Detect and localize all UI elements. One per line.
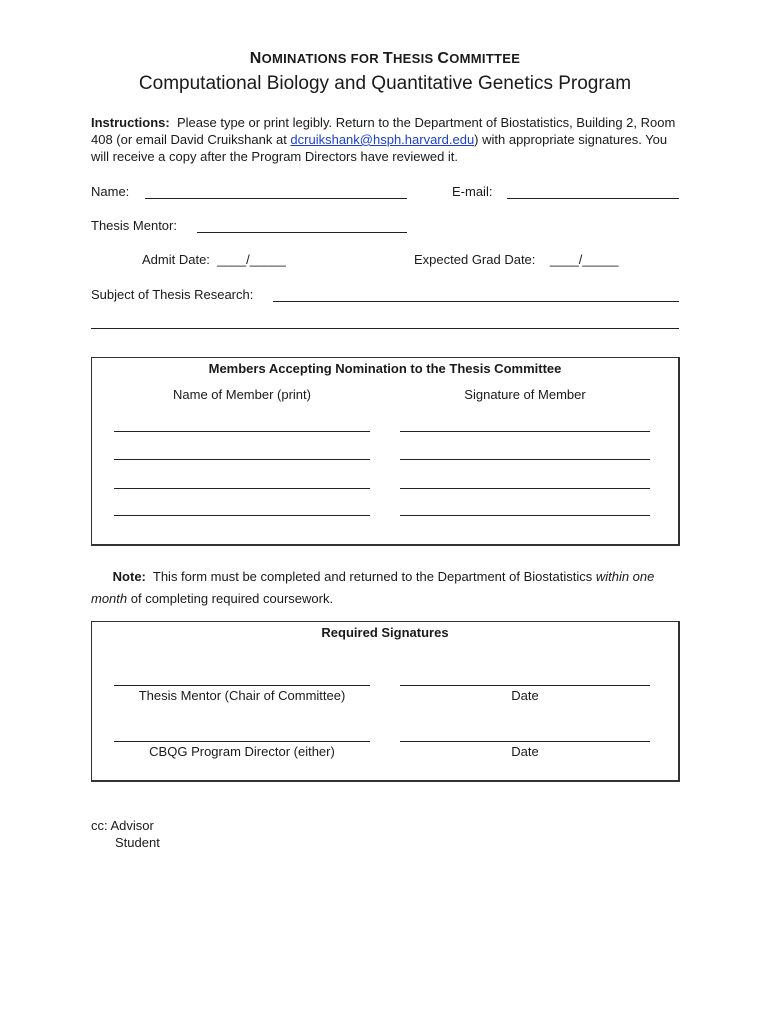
director-signature-line[interactable]	[114, 741, 370, 742]
member-signature-line-2[interactable]	[400, 459, 650, 460]
cc-list	[91, 817, 160, 851]
mentor-date-label: Date	[511, 688, 539, 703]
program-subtitle: Computational Biology and Quantitative Genetics Program	[138, 73, 632, 94]
member-name-line-4[interactable]	[114, 515, 370, 516]
member-signature-header: Signature of Member	[464, 387, 586, 402]
note-label: Note:	[112, 569, 146, 584]
grad-date-field[interactable]: ____/_____	[549, 252, 619, 267]
cc-advisor: cc: Advisor	[91, 818, 154, 833]
members-box-title: Members Accepting Nomination to the Thesis Committee	[208, 361, 562, 376]
member-signature-line-1[interactable]	[400, 431, 650, 432]
grad-date-label: Expected Grad Date: ____/_____	[414, 252, 619, 267]
subject-label: Subject of Thesis Research:	[91, 287, 254, 302]
member-name-line-2[interactable]	[114, 459, 370, 460]
subject-field-continued[interactable]	[91, 328, 679, 329]
thesis-mentor-field[interactable]	[197, 232, 407, 233]
email-field[interactable]	[507, 198, 679, 199]
instructions-paragraph: Instructions: Please type or print legibly. Return to the Department of Biostatistics, Building 2, Room 408 (or email David Cruikshank at dcruikshank@hsph.harvard.edu) with appropriate signatures. You will receive a copy after the Program Directors have reviewed it.	[91, 115, 676, 164]
signatures-box	[91, 621, 680, 782]
email-label: E-mail:	[452, 184, 493, 199]
admit-date-label: Admit Date: ____/_____	[142, 252, 286, 267]
name-label: Name:	[91, 184, 130, 199]
members-box	[91, 357, 680, 546]
email-link[interactable]: dcruikshank@hsph.harvard.edu	[290, 132, 475, 147]
member-signature-line-4[interactable]	[400, 515, 650, 516]
mentor-signature-label: Thesis Mentor (Chair of Committee)	[138, 688, 346, 703]
instructions-label: Instructions:	[91, 115, 170, 130]
admit-date-field[interactable]: ____/_____	[217, 252, 286, 267]
note-paragraph: Note: This form must be completed and returned to the Department of Biostatistics within one month of completing required coursework.	[91, 569, 655, 606]
member-name-line-3[interactable]	[114, 488, 370, 489]
director-signature-label: CBQG Program Director (either)	[149, 744, 335, 759]
member-name-header: Name of Member (print)	[173, 387, 311, 402]
member-name-line-1[interactable]	[114, 431, 370, 432]
member-signature-line-3[interactable]	[400, 488, 650, 489]
name-field[interactable]	[145, 198, 407, 199]
thesis-mentor-label: Thesis Mentor:	[91, 218, 177, 233]
signatures-box-title: Required Signatures	[321, 625, 449, 640]
form-title: NOMINATIONS FOR THESIS COMMITTEE	[249, 50, 521, 67]
director-date-label: Date	[511, 744, 539, 759]
mentor-date-line[interactable]	[400, 685, 650, 686]
cc-student: Student	[115, 835, 160, 850]
mentor-signature-line[interactable]	[114, 685, 370, 686]
director-date-line[interactable]	[400, 741, 650, 742]
subject-field[interactable]	[273, 301, 679, 302]
